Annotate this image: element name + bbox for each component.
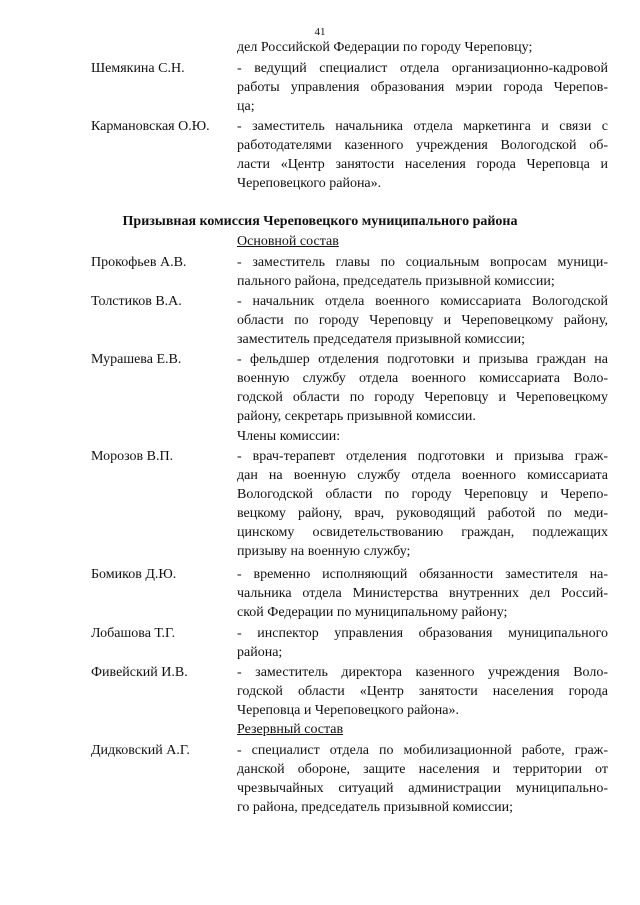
role-line: призыву на военную службу; bbox=[237, 544, 411, 559]
role-line: чальника отдела Министерства внутренних дел Россий- bbox=[237, 586, 608, 601]
role-line: годской области «Центр занятости населения города bbox=[237, 684, 608, 699]
members-label: Члены комиссии: bbox=[237, 429, 341, 444]
role-line: работы управления образования мэрии города Черепов- bbox=[237, 80, 608, 95]
role-line: военную службу отдела военного комиссариата Воло- bbox=[237, 371, 608, 386]
person-name: Мурашева Е.В. bbox=[91, 352, 182, 367]
role-line: - инспектор управления образования муниципального bbox=[237, 626, 608, 641]
role-line: - заместитель директора казенного учреждения Воло- bbox=[237, 665, 608, 680]
person-name: Бомиков Д.Ю. bbox=[91, 567, 177, 582]
role-line: - врач-терапевт отделения подготовки и призыва граж- bbox=[237, 449, 608, 464]
role-line: - заместитель главы по социальным вопросам муници- bbox=[237, 255, 608, 270]
role-line: данской обороне, защите населения и территории от bbox=[237, 762, 608, 777]
person-name: Толстиков В.А. bbox=[91, 294, 182, 309]
person-name: Дидковский А.Г. bbox=[91, 743, 190, 758]
role-line: района; bbox=[237, 645, 283, 660]
role-line: ласти «Центр занятости населения города Череповца и bbox=[237, 157, 608, 172]
subsection-reserve-label: Резервный состав bbox=[237, 722, 344, 737]
person-name: Кармановская О.Ю. bbox=[91, 119, 210, 134]
role-line: го района, председатель призывной комиссии; bbox=[237, 800, 514, 815]
role-line: - ведущий специалист отдела организационно-кадровой bbox=[237, 61, 608, 76]
role-line: Череповецкого района». bbox=[237, 176, 382, 191]
role-line: - временно исполняющий обязанности заместителя на- bbox=[237, 567, 608, 582]
role-line: дан на военную службу отдела военного комиссариата bbox=[237, 468, 608, 483]
subsection-main-label: Основной состав bbox=[237, 234, 339, 249]
role-line: цинскому освидетельствованию граждан, подлежащих bbox=[237, 525, 608, 540]
role-line: району, секретарь призывной комиссии. bbox=[237, 409, 476, 424]
role-line: - начальник отдела военного комиссариата Вологодской bbox=[237, 294, 608, 309]
role-line: Череповца и Череповецкого района». bbox=[237, 703, 459, 718]
person-name: Морозов В.П. bbox=[91, 449, 174, 464]
role-line: годской области по городу Череповцу и Череповецкому bbox=[237, 390, 608, 405]
person-name: Прокофьев А.В. bbox=[91, 255, 187, 270]
page-number: 41 bbox=[314, 26, 326, 38]
person-name: Лобашова Т.Г. bbox=[91, 626, 176, 641]
continuation-text: дел Российской Федерации по городу Череповцу; bbox=[237, 40, 533, 55]
role-line: ской Федерации по муниципальному району; bbox=[237, 605, 508, 620]
person-name: Шемякина С.Н. bbox=[91, 61, 185, 76]
role-line: - специалист отдела по мобилизационной работе, граж- bbox=[237, 743, 608, 758]
role-line: заместитель председателя призывной комиссии; bbox=[237, 332, 525, 347]
person-name: Фивейский И.В. bbox=[91, 665, 188, 680]
role-line: - фельдшер отделения подготовки и призыва граждан на bbox=[237, 352, 608, 367]
role-line: ца; bbox=[237, 99, 255, 114]
role-line: области по городу Череповцу и Череповецкому району, bbox=[237, 313, 608, 328]
role-line: Вологодской области по городу Череповцу и Черепо- bbox=[237, 487, 608, 502]
role-line: вецкому району, врач, руководящий работой по меди- bbox=[237, 506, 608, 521]
role-line: чрезвычайных ситуаций администрации муниципально- bbox=[237, 781, 608, 796]
section-heading: Призывная комиссия Череповецкого муниципального района bbox=[122, 214, 518, 229]
role-line: пального района, председатель призывной комиссии; bbox=[237, 274, 555, 289]
role-line: - заместитель начальника отдела маркетинга и связи с bbox=[237, 119, 608, 134]
role-line: работодателями казенного учреждения Вологодской об- bbox=[237, 138, 608, 153]
